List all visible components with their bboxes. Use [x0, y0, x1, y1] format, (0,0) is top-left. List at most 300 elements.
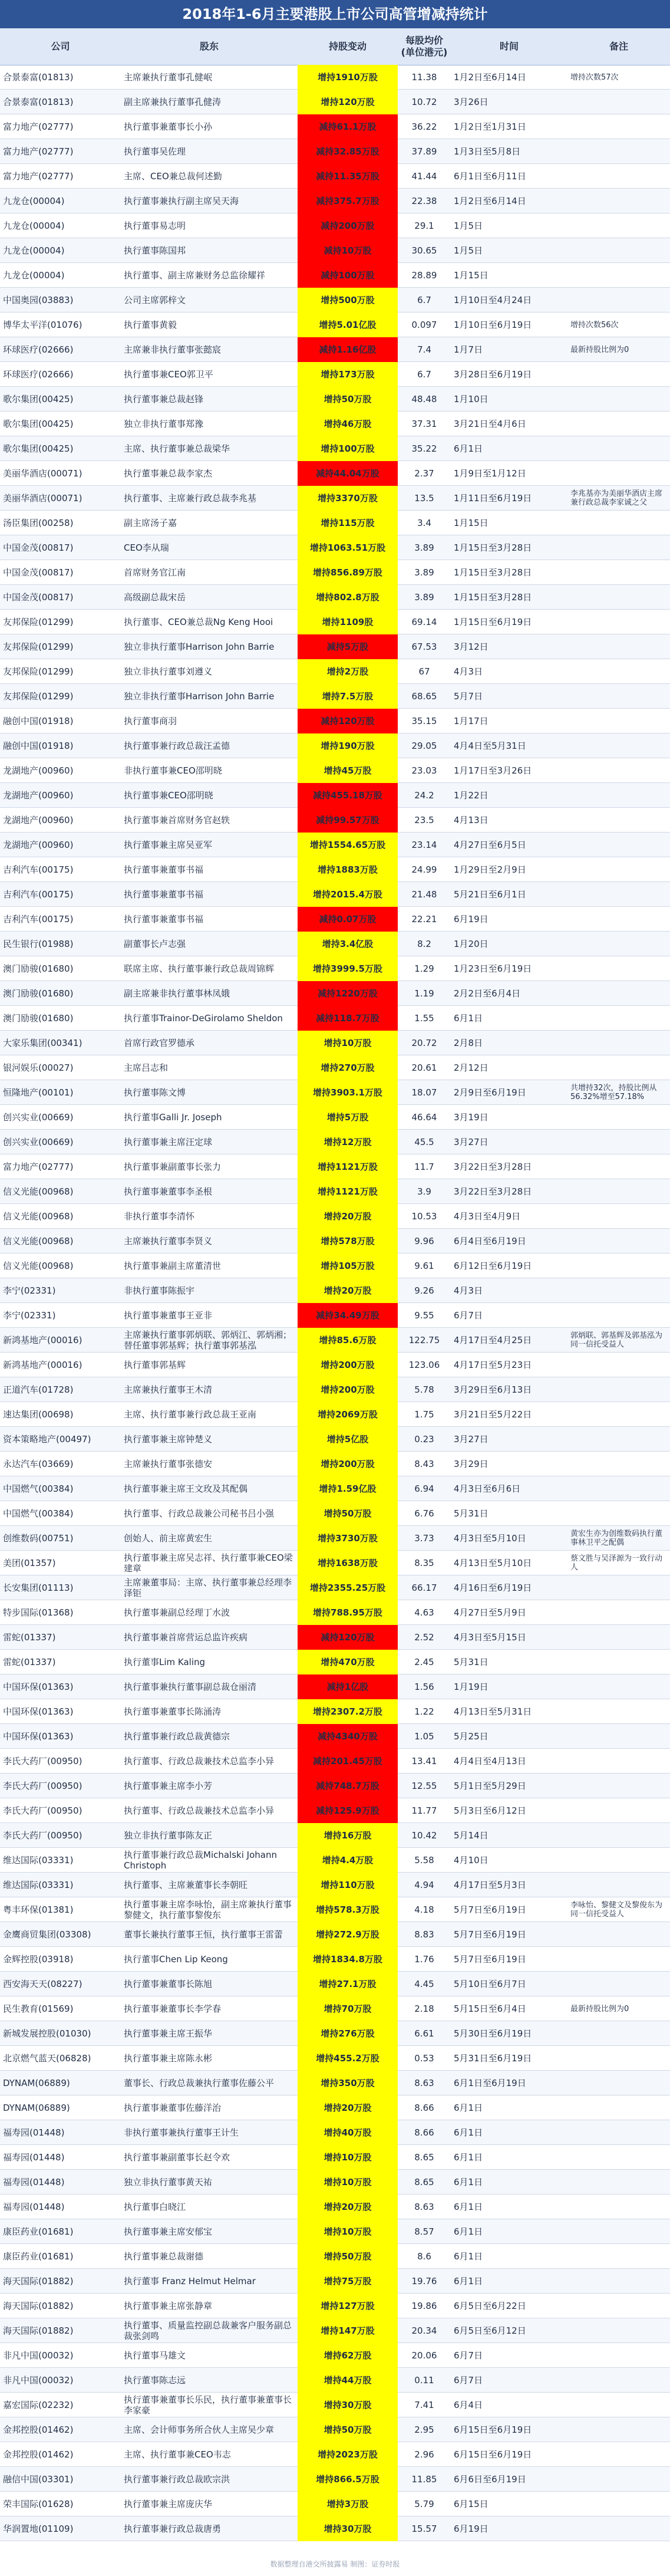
cell-change: 增持3万股 — [298, 2492, 398, 2516]
cell-holder: 联席主席、执行董事兼行政总裁周锦辉 — [124, 963, 275, 974]
cell-company: 九龙仓(00004) — [3, 245, 65, 256]
cell-holder: 执行董事陈志远 — [124, 2375, 186, 2386]
cell-note — [567, 1774, 670, 1798]
cell-note — [567, 139, 670, 164]
table-row — [0, 1947, 670, 1972]
cell-note — [567, 1749, 670, 1774]
cell-company: 荣丰国际(01628) — [3, 2499, 74, 2509]
cell-time: 6月6日至6月19日 — [454, 2474, 526, 2485]
cell-time: 6月19日 — [454, 2524, 489, 2534]
cell-change: 增持147万股 — [298, 2318, 398, 2343]
cell-price: 8.2 — [417, 939, 431, 949]
cell-change: 增持100万股 — [298, 436, 398, 461]
cell-note — [567, 1575, 670, 1600]
cell-holder: 执行董事、行政总裁兼公司秘书吕小强 — [124, 1508, 275, 1519]
cell-company: 金辉控股(03918) — [3, 1954, 74, 1965]
cell-price: 10.42 — [411, 1830, 437, 1841]
cell-company: 李氏大药厂(00950) — [3, 1805, 82, 1816]
cell-holder: 执行董事易志明 — [124, 221, 186, 231]
cell-price: 45.5 — [414, 1137, 434, 1147]
cell-note — [567, 1105, 670, 1130]
cell-company: 正道汽车(01728) — [3, 1384, 74, 1395]
cell-time: 5月15日至6月4日 — [454, 2003, 526, 2014]
cell-change: 增持272.9万股 — [298, 1922, 398, 1947]
cell-price: 4.18 — [414, 1904, 434, 1915]
cell-price: 4.94 — [414, 1880, 434, 1890]
cell-note — [567, 436, 670, 461]
cell-company: 李宁(02331) — [3, 1310, 56, 1321]
cell-time: 5月21日至6月1日 — [454, 889, 526, 900]
cell-company: 融创中国(01918) — [3, 716, 74, 726]
cell-holder: 执行董事白晓江 — [124, 2202, 186, 2212]
cell-change: 增持105万股 — [298, 1254, 398, 1278]
cell-change: 增持85.6万股 — [298, 1328, 398, 1353]
header-change: 持股变动 — [328, 41, 367, 52]
cell-holder: CEO李从瑞 — [124, 542, 169, 553]
cell-holder: 执行董事兼董事王亚非 — [124, 1310, 213, 1321]
cell-note — [567, 2343, 670, 2368]
cell-company: 信义光能(00968) — [3, 1261, 74, 1271]
cell-change: 增持200万股 — [298, 1353, 398, 1377]
cell-change: 增持20万股 — [298, 1278, 398, 1303]
table-row — [0, 758, 670, 783]
cell-holder: 执行董事、质量监控副总裁兼客户服务副总裁张剑鸣 — [124, 2320, 292, 2341]
cell-holder: 执行董事兼董事书福 — [124, 889, 204, 900]
cell-company: 友邦保险(01299) — [3, 666, 74, 677]
header-note: 备注 — [609, 41, 628, 52]
cell-time: 1月2日至6月14日 — [454, 196, 526, 206]
table-row — [0, 90, 670, 114]
cell-change: 减持1220万股 — [298, 981, 398, 1006]
cell-time: 1月2日至1月31日 — [454, 121, 526, 132]
cell-time: 6月1日 — [454, 2103, 483, 2113]
cell-time: 5月7日 — [454, 691, 483, 702]
cell-price: 0.23 — [414, 1434, 434, 1445]
cell-holder: 执行董事兼主席汪定球 — [124, 1137, 213, 1147]
cell-price: 0.11 — [414, 2375, 434, 2386]
cell-company: 九龙仓(00004) — [3, 221, 65, 231]
cell-price: 11.38 — [411, 72, 437, 83]
cell-time: 5月7日至6月19日 — [454, 1904, 526, 1915]
cell-price: 20.61 — [411, 1062, 437, 1073]
cell-price: 9.61 — [414, 1261, 434, 1271]
table-row — [0, 238, 670, 263]
cell-note — [567, 2219, 670, 2244]
cell-company: 富力地产(02777) — [3, 171, 74, 182]
cell-price: 24.99 — [411, 864, 437, 875]
table-row — [0, 1625, 670, 1650]
cell-price: 1.29 — [414, 963, 434, 974]
cell-time: 5月31日 — [454, 1508, 489, 1519]
cell-company: 新城发展控股(01030) — [3, 2028, 91, 2039]
cell-change: 增持1109股 — [298, 610, 398, 634]
cell-time: 6月1日 — [454, 443, 483, 454]
cell-time: 3月22日至3月28日 — [454, 1162, 532, 1172]
table-row — [0, 1897, 670, 1922]
cell-company: 长安集团(01113) — [3, 1583, 74, 1593]
table-row — [0, 733, 670, 758]
cell-holder: 执行董事兼主席庞庆华 — [124, 2499, 213, 2509]
cell-price: 48.48 — [411, 394, 437, 404]
table-row — [0, 1154, 670, 1179]
cell-change: 增持3999.5万股 — [298, 956, 398, 981]
cell-holder: 主席吕志和 — [124, 1062, 169, 1073]
cell-company: 澳门励骏(01680) — [3, 988, 74, 999]
cell-holder: 主席兼非执行董事张懿宸 — [124, 344, 222, 355]
cell-change: 增持1121万股 — [298, 1154, 398, 1179]
table-row — [0, 2021, 670, 2046]
cell-company: 合景泰富(01813) — [3, 72, 74, 83]
cell-note — [567, 1724, 670, 1749]
table-row — [0, 1674, 670, 1699]
table-row — [0, 189, 670, 213]
cell-note — [567, 263, 670, 288]
cell-change: 增持1910万股 — [298, 65, 398, 90]
cell-note — [567, 808, 670, 833]
cell-holder: 主席、执行董事兼CEO韦志 — [124, 2449, 231, 2460]
cell-note — [567, 1922, 670, 1947]
cell-time: 6月7日 — [454, 1310, 483, 1321]
cell-time: 6月1日至6月19日 — [454, 2078, 526, 2088]
cell-note — [567, 2071, 670, 2095]
header-holder: 股东 — [199, 41, 219, 52]
cell-change: 减持100万股 — [298, 263, 398, 288]
cell-price: 5.79 — [414, 2499, 434, 2509]
cell-note — [567, 2442, 670, 2467]
cell-note — [567, 709, 670, 733]
cell-change: 减持455.18万股 — [298, 783, 398, 808]
cell-change: 增持45万股 — [298, 758, 398, 783]
cell-holder: 执行董事兼董事长小孙 — [124, 121, 213, 132]
cell-price: 1.75 — [414, 1409, 434, 1420]
cell-change: 增持20万股 — [298, 1204, 398, 1229]
cell-company: 海天国际(01882) — [3, 2325, 74, 2336]
cell-note — [567, 1452, 670, 1476]
cell-holder: 主席兼执行董事张德安 — [124, 1459, 213, 1469]
cell-time: 4月3日 — [454, 1285, 483, 1296]
cell-note — [567, 684, 670, 709]
cell-note — [567, 114, 670, 139]
cell-time: 2月8日 — [454, 1038, 483, 1048]
table-row — [0, 2269, 670, 2294]
cell-price: 8.35 — [414, 1558, 434, 1568]
cell-time: 1月17日 — [454, 716, 489, 726]
cell-company: 金鹰商贸集团(03308) — [3, 1929, 91, 1940]
cell-change: 增持5.01亿股 — [298, 312, 398, 337]
cell-company: 友邦保险(01299) — [3, 641, 74, 652]
cell-time: 4月13日至5月31日 — [454, 1706, 532, 1717]
cell-change: 增持350万股 — [298, 2071, 398, 2095]
cell-price: 22.38 — [411, 196, 437, 206]
table-row — [0, 709, 670, 733]
cell-time: 4月27日至6月5日 — [454, 840, 526, 850]
table-row — [0, 833, 670, 857]
cell-holder: 独立非执行董事刘遵义 — [124, 666, 213, 677]
cell-time: 1月3日至5月8日 — [454, 146, 521, 157]
cell-company: 雷蛇(01337) — [3, 1657, 56, 1667]
cell-company: 福寿园(01448) — [3, 2202, 65, 2212]
table-row — [0, 1427, 670, 1452]
cell-price: 6.61 — [414, 2028, 434, 2039]
cell-company: 友邦保险(01299) — [3, 617, 74, 627]
cell-price: 20.06 — [411, 2350, 437, 2361]
table-row — [0, 1972, 670, 1996]
cell-price: 8.65 — [414, 2177, 434, 2187]
cell-price: 5.78 — [414, 1384, 434, 1395]
cell-holder: 执行董事兼总裁谢德 — [124, 2251, 204, 2262]
cell-time: 4月13日 — [454, 815, 489, 825]
cell-time: 4月17日至5月23日 — [454, 1360, 532, 1370]
cell-holder: 主席兼执行董事李贤义 — [124, 1236, 213, 1246]
table-row — [0, 1848, 670, 1873]
cell-time: 3月21日至4月6日 — [454, 419, 526, 429]
cell-change: 增持50万股 — [298, 387, 398, 412]
cell-price: 4.45 — [414, 1979, 434, 1989]
cell-holder: 主席、执行董事兼总裁梁华 — [124, 443, 230, 454]
cell-holder: 独立非执行董事Harrison John Barrie — [124, 641, 275, 652]
cell-change: 增持3.4亿股 — [298, 932, 398, 956]
table-row — [0, 610, 670, 634]
cell-holder: 执行董事兼主席李小芳 — [124, 1781, 213, 1791]
table-row — [0, 213, 670, 238]
table-row — [0, 337, 670, 362]
cell-company: 九龙仓(00004) — [3, 196, 65, 206]
cell-time: 3月19日 — [454, 1112, 489, 1123]
table-row — [0, 2442, 670, 2467]
cell-price: 0.097 — [411, 320, 437, 330]
cell-price: 1.22 — [414, 1706, 434, 1717]
cell-note — [567, 1848, 670, 1873]
cell-company: 富力地产(02777) — [3, 121, 74, 132]
cell-time: 6月1日 — [454, 2202, 483, 2212]
cell-change: 增持30万股 — [298, 2516, 398, 2541]
cell-holder: 执行董事兼行政总裁欧宗洪 — [124, 2474, 230, 2485]
table-row — [0, 486, 670, 511]
cell-company: 中国金茂(00817) — [3, 567, 74, 578]
cell-price: 3.89 — [414, 542, 434, 553]
cell-time: 1月23日至6月19日 — [454, 963, 532, 974]
table-row — [0, 2318, 670, 2343]
table-row — [0, 1922, 670, 1947]
cell-time: 1月5日 — [454, 245, 483, 256]
cell-company: 中国金茂(00817) — [3, 542, 74, 553]
cell-company: 融信中国(03301) — [3, 2474, 74, 2485]
cell-company: 歌尔集团(00425) — [3, 443, 74, 454]
cell-note — [567, 981, 670, 1006]
cell-company: 龙湖地产(00960) — [3, 765, 74, 776]
cell-company: 歌尔集团(00425) — [3, 419, 74, 429]
cell-company: 民生银行(01988) — [3, 939, 74, 949]
cell-holder: 非执行董事陈振宇 — [124, 1285, 195, 1296]
table-row — [0, 1823, 670, 1848]
cell-price: 7.41 — [414, 2400, 434, 2410]
cell-note — [567, 1501, 670, 1526]
cell-holder: 执行董事黄毅 — [124, 320, 177, 330]
cell-time: 3月12日 — [454, 641, 489, 652]
cell-note — [567, 2195, 670, 2219]
cell-note — [567, 857, 670, 882]
cell-note — [567, 2170, 670, 2195]
cell-price: 13.5 — [414, 493, 434, 504]
cell-holder: 执行董事兼副董事长赵令欢 — [124, 2152, 230, 2163]
cell-change: 增持2万股 — [298, 659, 398, 684]
table-row — [0, 2467, 670, 2492]
cell-company: 康臣药业(01681) — [3, 2251, 74, 2262]
cell-price: 8.6 — [417, 2251, 431, 2262]
cell-price: 3.9 — [417, 1186, 431, 1197]
cell-holder: 独立非执行董事Harrison John Barrie — [124, 691, 275, 702]
cell-time: 4月16日至6月19日 — [454, 1583, 532, 1593]
cell-change: 增持10万股 — [298, 1031, 398, 1055]
table-row — [0, 535, 670, 560]
cell-holder: 执行董事商羽 — [124, 716, 177, 726]
cell-company: 大家乐集团(00341) — [3, 1038, 82, 1048]
table-row — [0, 585, 670, 610]
cell-note — [567, 585, 670, 610]
table-row — [0, 1873, 670, 1897]
cell-note — [567, 1699, 670, 1724]
cell-price: 9.26 — [414, 1285, 434, 1296]
cell-holder: 执行董事、主席兼行政总裁李兆基 — [124, 493, 257, 504]
cell-note — [567, 1600, 670, 1625]
table-row — [0, 2516, 670, 2541]
cell-company: 李氏大药厂(00950) — [3, 1756, 82, 1766]
cell-change: 增持856.89万股 — [298, 560, 398, 585]
cell-company: 吉利汽车(00175) — [3, 889, 74, 900]
cell-price: 8.66 — [414, 2127, 434, 2138]
cell-company: 中国环保(01363) — [3, 1706, 74, 1717]
cell-time: 1月11日至6月19日 — [454, 493, 532, 504]
cell-change: 增持1.59亿股 — [298, 1476, 398, 1501]
cell-company: 李氏大药厂(00950) — [3, 1781, 82, 1791]
cell-holder: 执行董事陈国邦 — [124, 245, 186, 256]
cell-change: 增持27.1万股 — [298, 1972, 398, 1996]
cell-change: 减持125.9万股 — [298, 1798, 398, 1823]
cell-price: 8.63 — [414, 2202, 434, 2212]
cell-note — [567, 1154, 670, 1179]
cell-note — [567, 783, 670, 808]
header-price: 每股均价(单位港元) — [401, 35, 448, 58]
table-row — [0, 312, 670, 337]
cell-holder: 执行董事Galli Jr. Joseph — [124, 1112, 222, 1123]
cell-note — [567, 2294, 670, 2318]
cell-holder: 主席兼执行董事郭炳联、郭炳江、郭炳湘；替任董事郭基辉；执行董事郭基泓 — [124, 1330, 292, 1351]
table-row — [0, 932, 670, 956]
cell-change: 增持2023万股 — [298, 2442, 398, 2467]
cell-time: 1月19日 — [454, 1682, 489, 1692]
cell-company: 福寿园(01448) — [3, 2152, 65, 2163]
cell-time: 3月26日 — [454, 97, 489, 107]
cell-holder: 执行董事兼主席李咏怡，副主席兼执行董事黎健文，执行董事黎俊东 — [124, 1899, 292, 1920]
cell-note — [567, 1278, 670, 1303]
table-row — [0, 412, 670, 436]
table-row — [0, 1452, 670, 1476]
cell-note: 郭炳联、郭基辉及郭基泓为同一信托受益人 — [570, 1331, 663, 1349]
cell-change: 减持1亿股 — [298, 1674, 398, 1699]
cell-time: 2月2日至6月4日 — [454, 988, 521, 999]
table-row — [0, 2120, 670, 2145]
cell-note — [567, 164, 670, 189]
cell-holder: 执行董事兼主席钟楚义 — [124, 1434, 213, 1445]
cell-company: 李氏大药厂(00950) — [3, 1830, 82, 1841]
cell-price: 29.1 — [414, 221, 434, 231]
cell-time: 4月10日 — [454, 1855, 489, 1866]
table-row — [0, 461, 670, 486]
cell-price: 46.64 — [411, 1112, 437, 1123]
cell-company: 北京燃气蓝天(06828) — [3, 2053, 91, 2064]
table-row — [0, 1006, 670, 1031]
cell-change: 增持1121万股 — [298, 1179, 398, 1204]
cell-change: 增持7.5万股 — [298, 684, 398, 709]
table-row — [0, 808, 670, 833]
table-row — [0, 1080, 670, 1105]
cell-holder: 执行董事兼主席王文玫及其配偶 — [124, 1483, 248, 1494]
cell-time: 4月13日至5月10日 — [454, 1558, 532, 1568]
cell-price: 41.44 — [411, 171, 437, 182]
cell-price: 23.5 — [414, 815, 434, 825]
cell-price: 11.7 — [414, 1162, 434, 1172]
table-row — [0, 139, 670, 164]
cell-company: 永达汽车(03669) — [3, 1459, 74, 1469]
cell-change: 增持455.2万股 — [298, 2046, 398, 2071]
cell-price: 8.83 — [414, 1929, 434, 1940]
cell-note — [567, 833, 670, 857]
cell-change: 增持10万股 — [298, 2170, 398, 2195]
cell-time: 4月3日至5月10日 — [454, 1533, 526, 1544]
cell-change: 减持118.7万股 — [298, 1006, 398, 1031]
cell-company: 龙湖地产(00960) — [3, 790, 74, 801]
cell-time: 6月19日 — [454, 914, 489, 925]
cell-price: 2.95 — [414, 2424, 434, 2435]
table-row — [0, 511, 670, 535]
cell-change: 增持1883万股 — [298, 857, 398, 882]
cell-note — [567, 932, 670, 956]
cell-change: 减持201.45万股 — [298, 1749, 398, 1774]
cell-holder: 副主席汤子嘉 — [124, 518, 177, 528]
cell-change: 减持61.1万股 — [298, 114, 398, 139]
cell-company: 创兴实业(00669) — [3, 1137, 74, 1147]
cell-change: 增持788.95万股 — [298, 1600, 398, 1625]
cell-company: 金邦控股(01462) — [3, 2424, 74, 2435]
cell-note — [567, 1873, 670, 1897]
cell-holder: 非执行董事兼执行董事王计生 — [124, 2127, 239, 2138]
cell-price: 66.17 — [411, 1583, 437, 1593]
cell-holder: 主席兼执行董事孔健岷 — [124, 72, 213, 83]
cell-holder: 执行董事吴佐理 — [124, 146, 186, 157]
cell-holder: 执行董事兼CEO邵明晓 — [124, 790, 213, 801]
cell-holder: 独立非执行董事陈友正 — [124, 1830, 213, 1841]
table-row — [0, 1130, 670, 1154]
cell-price: 15.57 — [411, 2524, 437, 2534]
cell-change: 增持4.4万股 — [298, 1848, 398, 1873]
cell-change: 减持32.85万股 — [298, 139, 398, 164]
cell-time: 5月10日至6月7日 — [454, 1979, 526, 1989]
table-row — [0, 1303, 670, 1328]
cell-note: 蔡文胜与吴泽源为一致行动人 — [570, 1554, 663, 1572]
cell-price: 8.66 — [414, 2103, 434, 2113]
cell-change: 减持375.7万股 — [298, 189, 398, 213]
cell-time: 1月9日至1月12日 — [454, 468, 526, 479]
cell-time: 6月1日 — [454, 2127, 483, 2138]
cell-company: 信义光能(00968) — [3, 1211, 74, 1222]
cell-change: 增持10万股 — [298, 2219, 398, 2244]
cell-company: 西安海天天(08227) — [3, 1979, 82, 1989]
cell-change: 增持270万股 — [298, 1055, 398, 1080]
cell-price: 1.55 — [414, 1013, 434, 1024]
cell-note — [567, 2492, 670, 2516]
cell-company: 中国金茂(00817) — [3, 592, 74, 603]
table-row — [0, 1055, 670, 1080]
